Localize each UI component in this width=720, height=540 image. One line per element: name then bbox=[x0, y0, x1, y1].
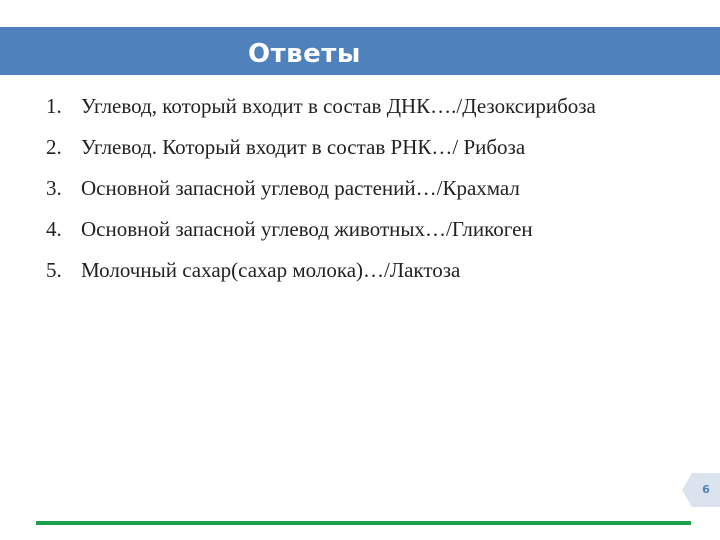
list-item-number: 3. bbox=[46, 176, 62, 200]
page-number: 6 bbox=[702, 483, 710, 496]
list-item-number: 1. bbox=[46, 94, 62, 118]
list-item-number: 2. bbox=[46, 135, 62, 159]
list-item-number: 5. bbox=[46, 258, 62, 282]
list-item bbox=[46, 133, 596, 174]
bottom-divider bbox=[36, 521, 691, 525]
answer-list bbox=[46, 92, 596, 297]
list-item bbox=[46, 174, 596, 215]
list-item-text: Молочный сахар(сахар молока)…/Лактоза bbox=[81, 258, 461, 282]
list-item bbox=[46, 92, 596, 133]
list-item-text: Основной запасной углевод животных…/Гликоген bbox=[81, 217, 533, 241]
list-item-text: Углевод. Который входит в состав РНК…/ Рибоза bbox=[81, 135, 526, 159]
list-item bbox=[46, 215, 596, 256]
page-number-badge bbox=[682, 473, 720, 507]
list-item-number: 4. bbox=[46, 217, 62, 241]
slide-title: Ответы bbox=[248, 39, 361, 69]
list-item bbox=[46, 256, 596, 297]
list-item-text: Основной запасной углевод растений…/Крахмал bbox=[81, 176, 520, 200]
list-item-text: Углевод, который входит в состав ДНК…./Дезоксирибоза bbox=[81, 94, 596, 118]
